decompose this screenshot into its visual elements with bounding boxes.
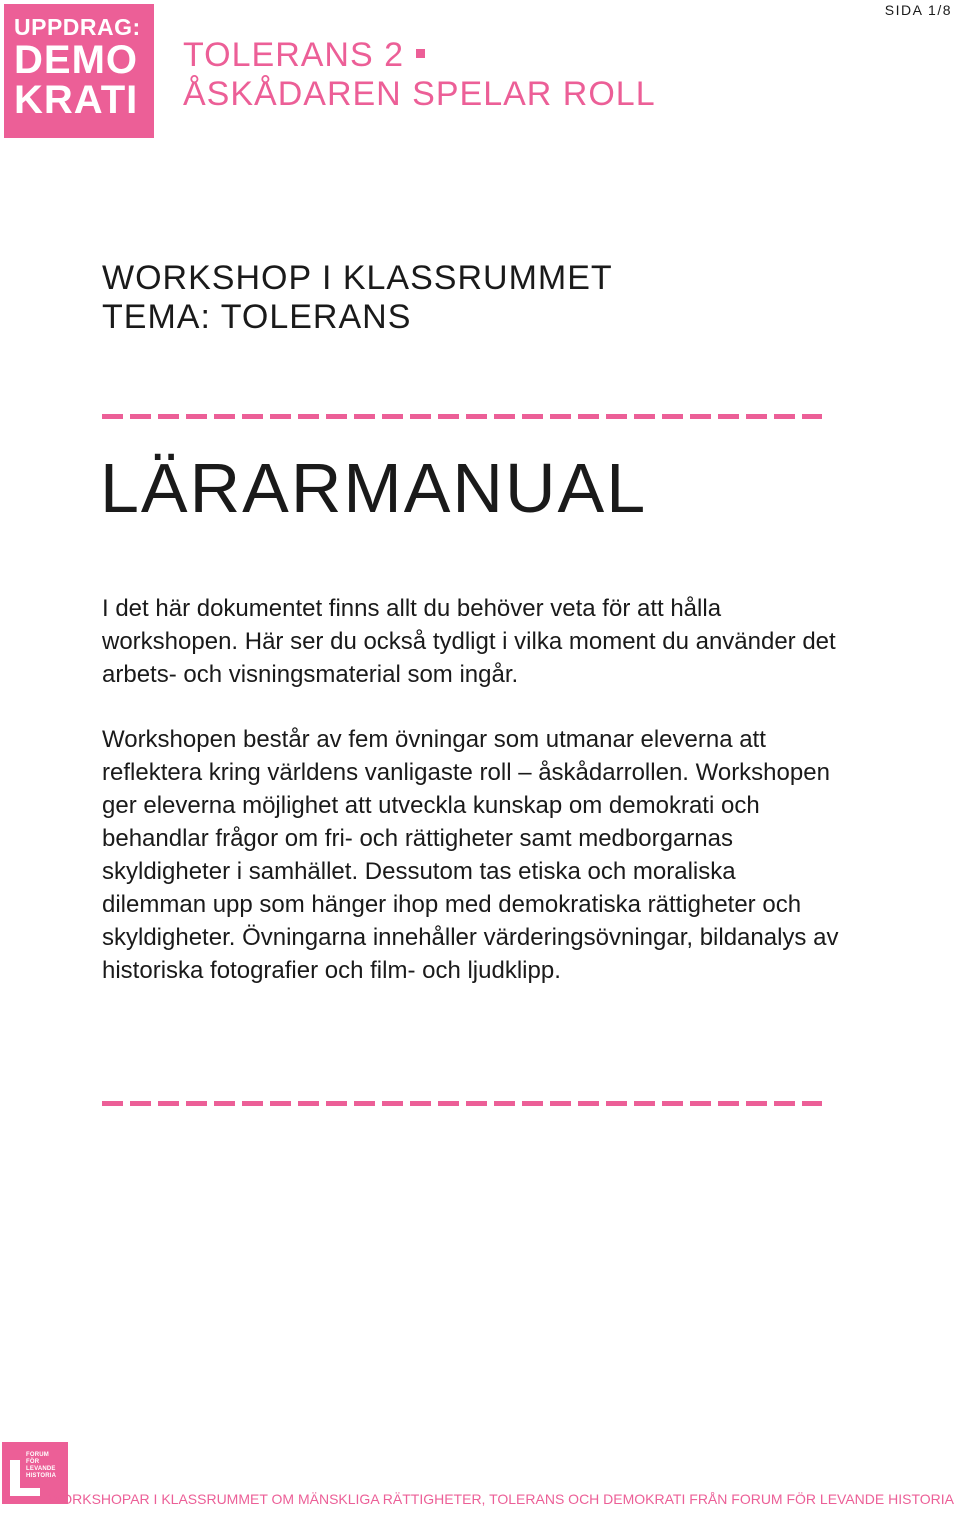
page-number: SIDA 1/8 <box>884 2 952 18</box>
footer-logo-line-2: FÖR <box>26 1459 40 1465</box>
header-line-1-text: TOLERANS 2 <box>183 36 405 74</box>
logo-l-horizontal <box>10 1488 40 1496</box>
description-paragraph: Workshopen består av fem övningar som utmanar eleverna att reflektera kring världens vanligaste roll – åskådarrollen. Workshopen ger eleverna möjlighet att utveckla kunskap om demokrati och behandlar frågor om fri- och rättigheter samt medborgarnas skyldigheter i samhället. Dessutom tas etiska och moraliska dilemman upp som hänger ihop med demokratiska rättigheter och skyldigheter. Övningarna innehåller värderingsövningar, bildanalys av historiska fotografier och film- och ljudklipp. <box>102 726 839 984</box>
header-line-2: ÅSKÅDAREN SPELAR ROLL <box>183 75 656 113</box>
footer-logo-line-1: FORUM <box>26 1452 49 1458</box>
workshop-heading-line-2: TEMA: TOLERANS <box>102 298 412 336</box>
workshop-heading <box>102 259 613 337</box>
footer-text: WORKSHOPAR I KLASSRUMMET OM MÄNSKLIGA RÄTTIGHETER, TOLERANS OCH DEMOKRATI FRÅN FORUM FÖR LEVANDE HISTORIA <box>48 1491 954 1507</box>
document-title: LÄRARMANUAL <box>100 449 648 527</box>
dashed-divider-bottom <box>102 1101 822 1106</box>
workshop-heading-line-1: WORKSHOP I KLASSRUMMET <box>102 259 613 297</box>
footer-logo-text <box>26 1452 56 1480</box>
footer-logo-line-3: LEVANDE <box>26 1466 56 1472</box>
footer-logo-line-4: HISTORIA <box>26 1473 57 1479</box>
square-bullet-icon <box>416 49 425 58</box>
header-title <box>183 36 656 114</box>
dashed-divider-top <box>102 414 822 419</box>
intro-paragraph: I det här dokumentet finns allt du behöver veta för att hålla workshopen. Här ser du också tydligt i vilka moment du använder det arbets- och visningsmaterial som ingår. <box>102 595 836 688</box>
logo-line-3: KRATI <box>14 78 139 122</box>
uppdrag-demokrati-logo <box>4 4 154 138</box>
logo-line-1: UPPDRAG: <box>14 14 141 40</box>
header-line-1 <box>183 36 656 75</box>
logo-line-2: DEMO <box>14 38 138 82</box>
